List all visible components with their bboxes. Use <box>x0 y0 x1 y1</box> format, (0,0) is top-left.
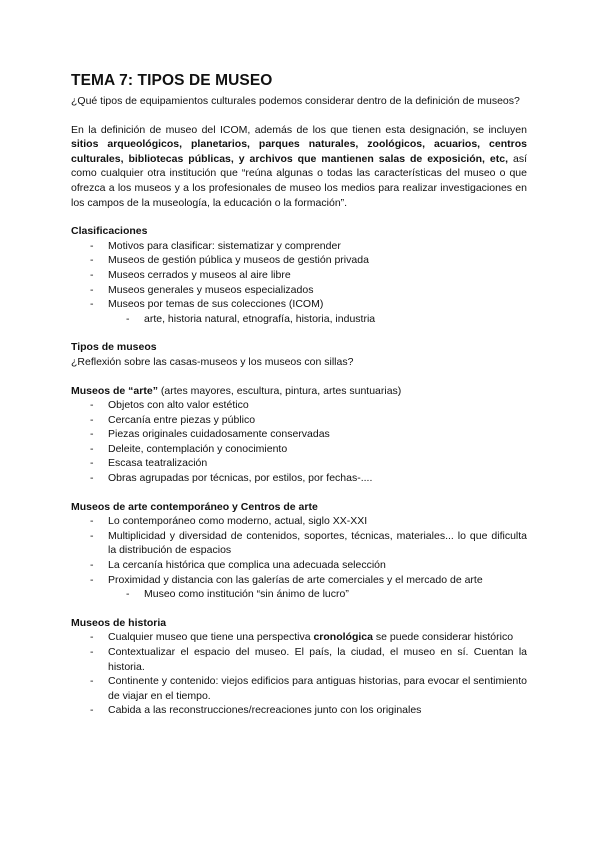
intro-question: ¿Qué tipos de equipamientos culturales podemos considerar dentro de la definición de museos? <box>71 95 520 107</box>
sub-list-item: - Museo como institución “sin ánimo de lucro” <box>71 587 527 602</box>
list-item: - Lo contemporáneo como moderno, actual, siglo XX-XXI <box>71 514 527 529</box>
list-item: - Museos por temas de sus colecciones (ICOM) <box>71 297 527 312</box>
historia-item1-b: se puede considerar histórico <box>372 631 514 644</box>
clasificaciones-heading: Clasificaciones <box>71 225 148 238</box>
clasificaciones-list <box>71 239 527 327</box>
arte-heading-note: (artes mayores, escultura, pintura, artes suntuarias) <box>157 384 402 397</box>
sub-list-item: - arte, historia natural, etnografía, historia, industria <box>71 312 527 327</box>
arte-list <box>71 398 527 486</box>
list-item: - Museos generales y museos especializados <box>71 283 527 298</box>
list-item <box>71 630 527 645</box>
definition-bold-list: sitios arqueológicos, planetarios, parques naturales, zoológicos, acuarios, centros culturales, bibliotecas públicas, y archivos que mantienen salas de exposición, etc, <box>71 138 527 165</box>
list-item: - Contextualizar el espacio del museo. El país, la ciudad, el museo en sí. Cuentan la historia. <box>71 645 527 674</box>
contemporaneo-list <box>71 514 527 602</box>
definition-text-a: En la definición de museo del ICOM, además de los que tienen esta designación, se incluyen <box>71 123 527 136</box>
tipos-reflection: ¿Reflexión sobre las casas-museos y los museos con sillas? <box>71 355 354 368</box>
tipos-heading: Tipos de museos <box>71 341 157 354</box>
historia-item1-a: Cualquier museo que tiene una perspectiva <box>108 631 314 644</box>
list-item: - Obras agrupadas por técnicas, por estilos, por fechas-.... <box>71 471 527 486</box>
list-item: - Cabida a las reconstrucciones/recreaciones junto con los originales <box>71 703 527 718</box>
contemporaneo-heading: Museos de arte contemporáneo y Centros de arte <box>71 500 318 513</box>
document-page <box>71 72 527 718</box>
list-item: - Piezas originales cuidadosamente conservadas <box>71 427 527 442</box>
list-item: - Cercanía entre piezas y público <box>71 413 527 428</box>
list-item: - Motivos para clasificar: sistematizar y comprender <box>71 239 527 254</box>
historia-list <box>71 630 527 718</box>
list-item: - Museos de gestión pública y museos de gestión privada <box>71 253 527 268</box>
list-item: - Objetos con alto valor estético <box>71 398 527 413</box>
page-title: TEMA 7: TIPOS DE MUSEO <box>71 72 273 89</box>
list-item: - Deleite, contemplación y conocimiento <box>71 442 527 457</box>
icom-definition <box>71 123 527 211</box>
historia-item1-bold: cronológica <box>313 631 373 644</box>
arte-heading-line <box>71 384 527 399</box>
list-item: - La cercanía histórica que complica una adecuada selección <box>71 558 527 573</box>
arte-heading: Museos de “arte” <box>71 384 158 397</box>
list-item: - Continente y contenido: viejos edificios para antiguas historias, para evocar el sentimiento de viajar en el tiempo. <box>71 674 527 703</box>
list-item: - Museos cerrados y museos al aire libre <box>71 268 527 283</box>
historia-heading: Museos de historia <box>71 616 167 629</box>
list-item: - Escasa teatralización <box>71 456 527 471</box>
list-item: - Multiplicidad y diversidad de contenidos, soportes, técnicas, materiales... lo que dificulta la distribución de espacios <box>71 529 527 558</box>
list-item: - Proximidad y distancia con las galerías de arte comerciales y el mercado de arte <box>71 573 527 588</box>
definition-text-b: así como cualquier otra institución que “reúna algunas o todas las características del museo o que ofrezca a los museos y a los profesionales de museo los medios para realizar investigaciones en los campos de la museología, la educación o la formación”. <box>71 152 527 209</box>
